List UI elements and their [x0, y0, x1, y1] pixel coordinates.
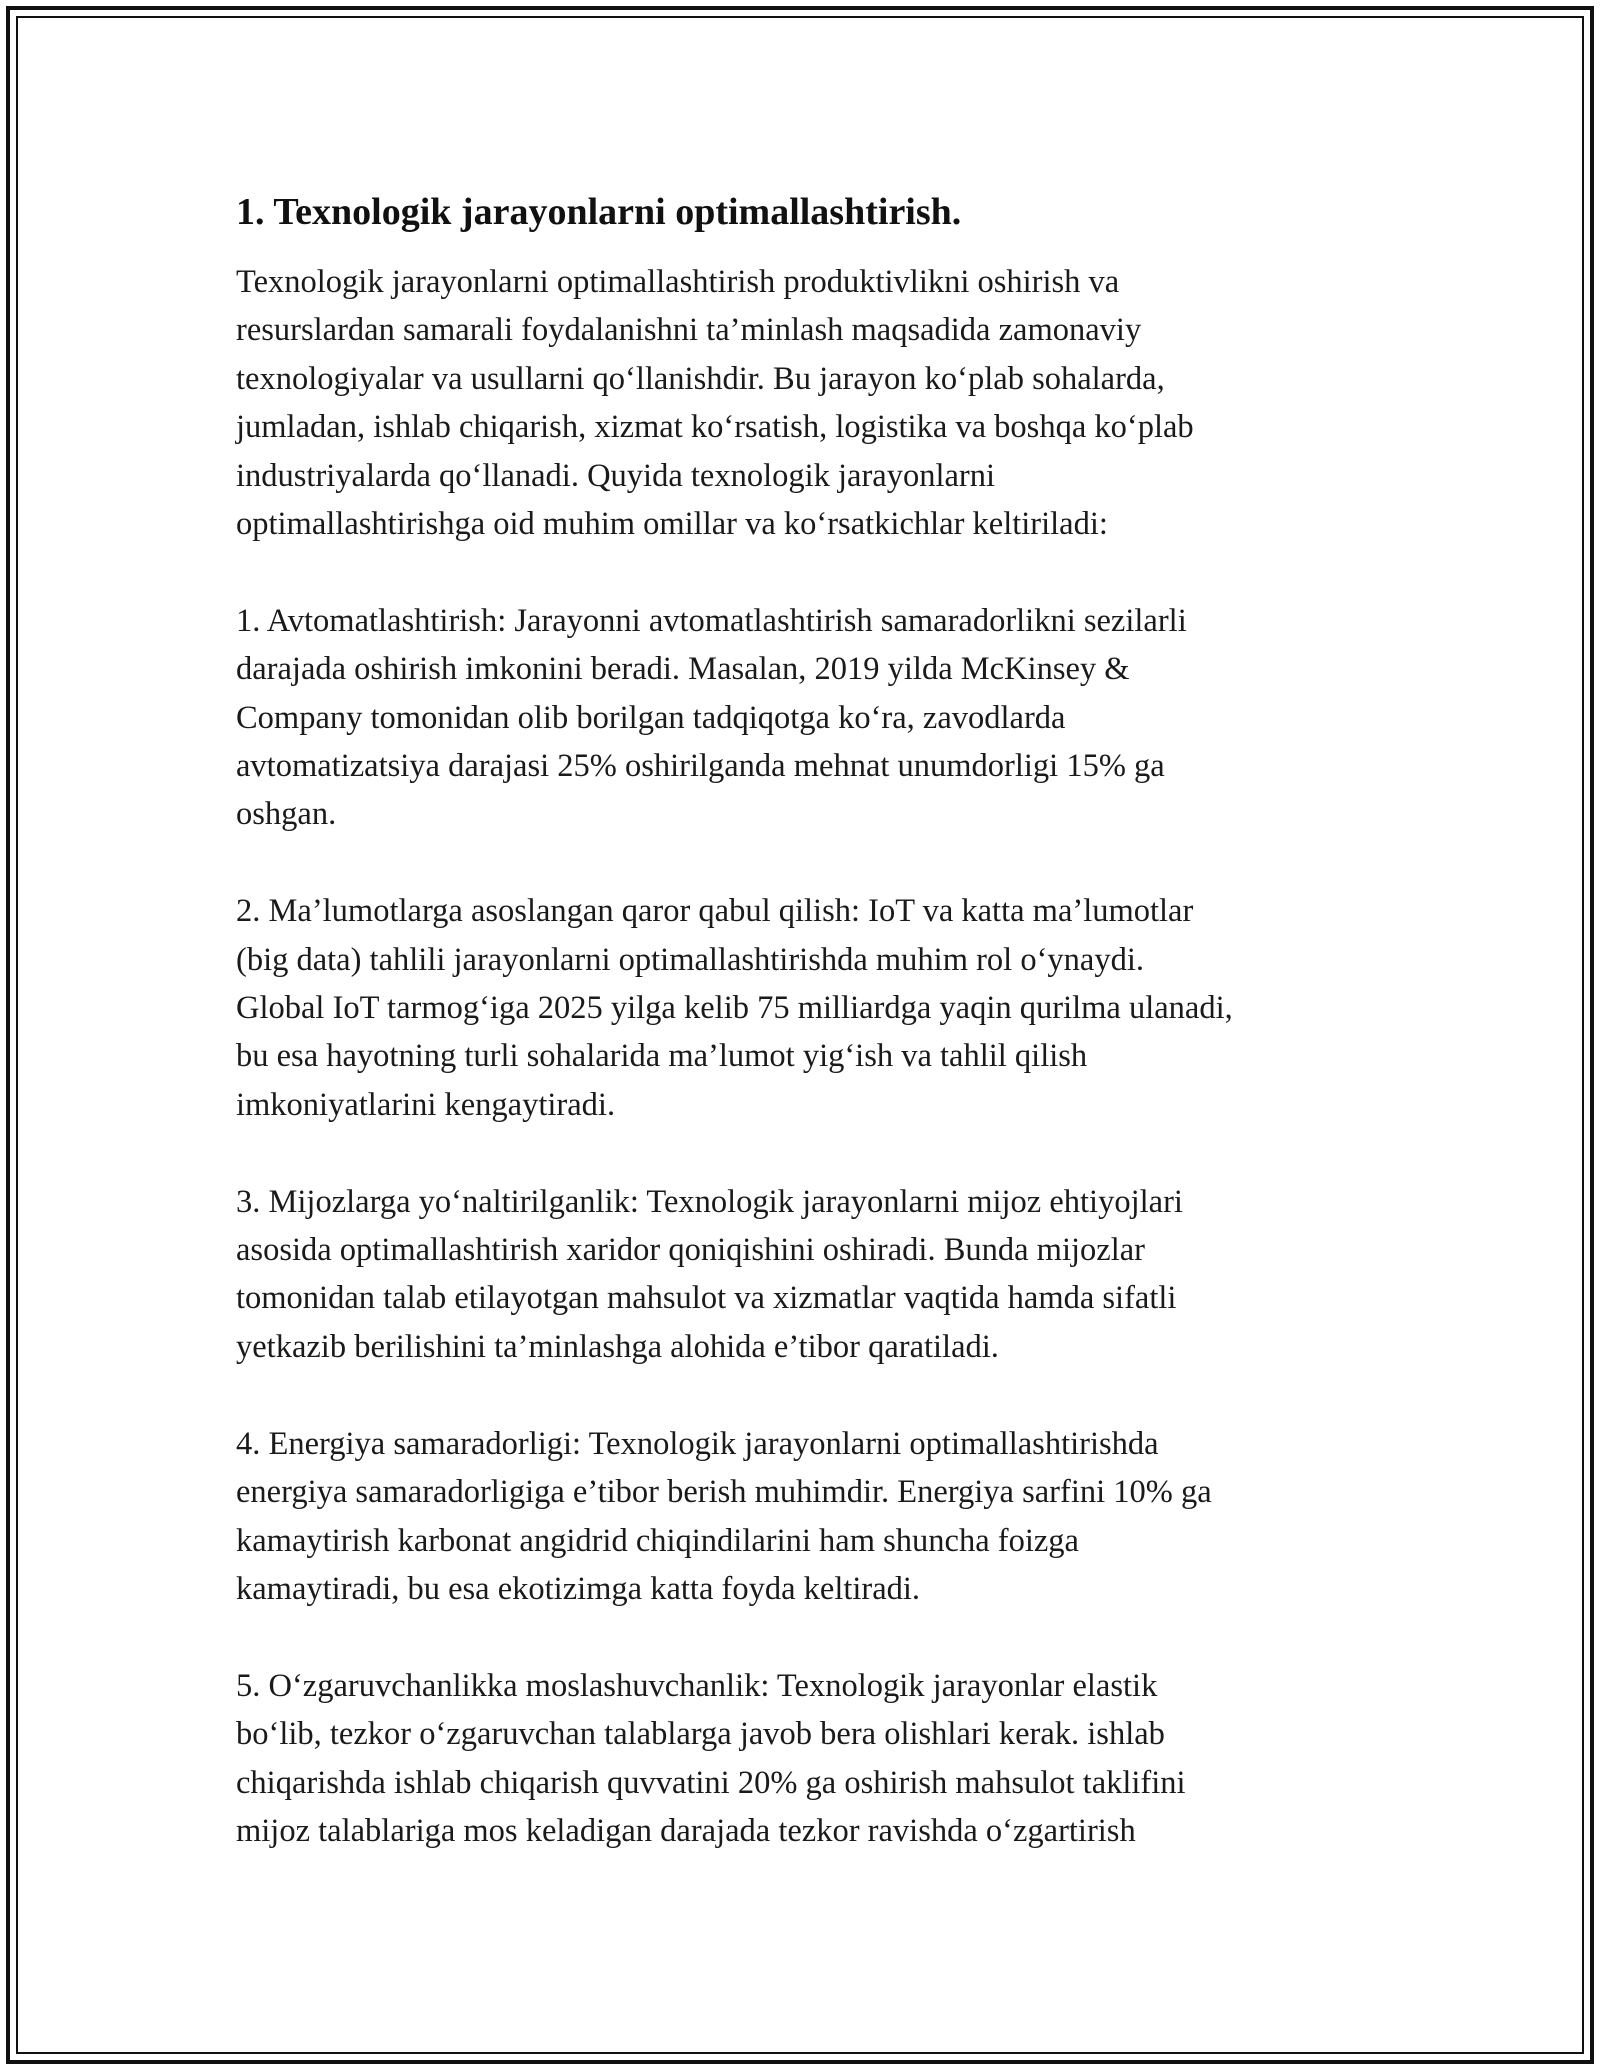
list-item-automation — [236, 597, 1386, 839]
text-line: resurslardan samarali foydalanishni ta’minlash maqsadida zamonaviy — [236, 312, 1142, 349]
text-line: 5. O‘zgaruvchanlikka moslashuvchanlik: Texnologik jarayonlar elastik — [236, 1667, 1158, 1704]
text-line: mijoz talablariga mos keladigan darajada tezkor ravishda o‘zgartirish — [236, 1812, 1136, 1849]
list-item-customer-focus — [236, 1178, 1386, 1372]
text-line: imkoniyatlarini kengaytiradi. — [236, 1086, 616, 1123]
intro-paragraph — [236, 258, 1386, 548]
text-line: bu esa hayotning turli sohalarida ma’lumot yig‘ish va tahlil qilish — [236, 1038, 1088, 1075]
text-line: avtomatizatsiya darajasi 25% oshirilganda mehnat unumdorligi 15% ga — [236, 748, 1165, 785]
text-line: kamaytiradi, bu esa ekotizimga katta foyda keltiradi. — [236, 1570, 921, 1607]
text-line: (big data) tahlili jarayonlarni optimallashtirishda muhim rol o‘ynaydi. — [236, 941, 1144, 978]
text-line: chiqarishda ishlab chiqarish quvvatini 20% ga oshirish mahsulot taklifini — [236, 1764, 1186, 1801]
text-line: texnologiyalar va usullarni qo‘llanishdir. Bu jarayon ko‘plab sohalarda, — [236, 360, 1165, 397]
list-item-data-driven — [236, 887, 1386, 1129]
text-line: Company tomonidan olib borilgan tadqiqotga ko‘ra, zavodlarda — [236, 699, 1066, 736]
text-line: energiya samaradorligiga e’tibor berish muhimdir. Energiya sarfini 10% ga — [236, 1474, 1212, 1511]
text-line: asosida optimallashtirish xaridor qoniqishini oshiradi. Bunda mijozlar — [236, 1232, 1145, 1269]
text-line: bo‘lib, tezkor o‘zgaruvchan talablarga javob bera olishlari kerak. ishlab — [236, 1716, 1165, 1753]
text-line: darajada oshirish imkonini beradi. Masalan, 2019 yilda McKinsey & — [236, 651, 1130, 688]
text-line: optimallashtirishga oid muhim omillar va ko‘rsatkichlar keltiriladi: — [236, 506, 1108, 543]
text-line: 1. Avtomatlashtirish: Jarayonni avtomatlashtirish samaradorlikni sezilarli — [236, 602, 1187, 639]
text-line: tomonidan talab etilayotgan mahsulot va xizmatlar vaqtida hamda sifatli — [236, 1280, 1177, 1317]
text-line: jumladan, ishlab chiqarish, xizmat ko‘rsatish, logistika va boshqa ko‘plab — [236, 409, 1194, 446]
text-line: yetkazib berilishini ta’minlashga alohida e’tibor qaratiladi. — [236, 1328, 999, 1365]
text-line: 2. Ma’lumotlarga asoslangan qaror qabul qilish: IoT va katta ma’lumotlar — [236, 893, 1194, 930]
text-line: oshgan. — [236, 796, 337, 833]
list-item-energy-efficiency — [236, 1420, 1386, 1614]
text-line: Global IoT tarmog‘iga 2025 yilga kelib 75 milliardga yaqin qurilma ulanadi, — [236, 990, 1233, 1027]
text-line: Texnologik jarayonlarni optimallashtirish produktivlikni oshirish va — [236, 264, 1120, 300]
list-item-adaptability — [236, 1662, 1386, 1856]
text-line: 4. Energiya samaradorligi: Texnologik jarayonlarni optimallashtirishda — [236, 1425, 1159, 1462]
section-heading: 1. Texnologik jarayonlarni optimallashtirish. — [236, 191, 962, 233]
document-body — [236, 188, 1386, 1904]
text-line: industriyalarda qo‘llanadi. Quyida texnologik jarayonlarni — [236, 457, 996, 494]
text-line: kamaytirish karbonat angidrid chiqindilarini ham shuncha foizga — [236, 1522, 1079, 1559]
text-line: 3. Mijozlarga yo‘naltirilganlik: Texnologik jarayonlarni mijoz ehtiyojlari — [236, 1183, 1183, 1220]
